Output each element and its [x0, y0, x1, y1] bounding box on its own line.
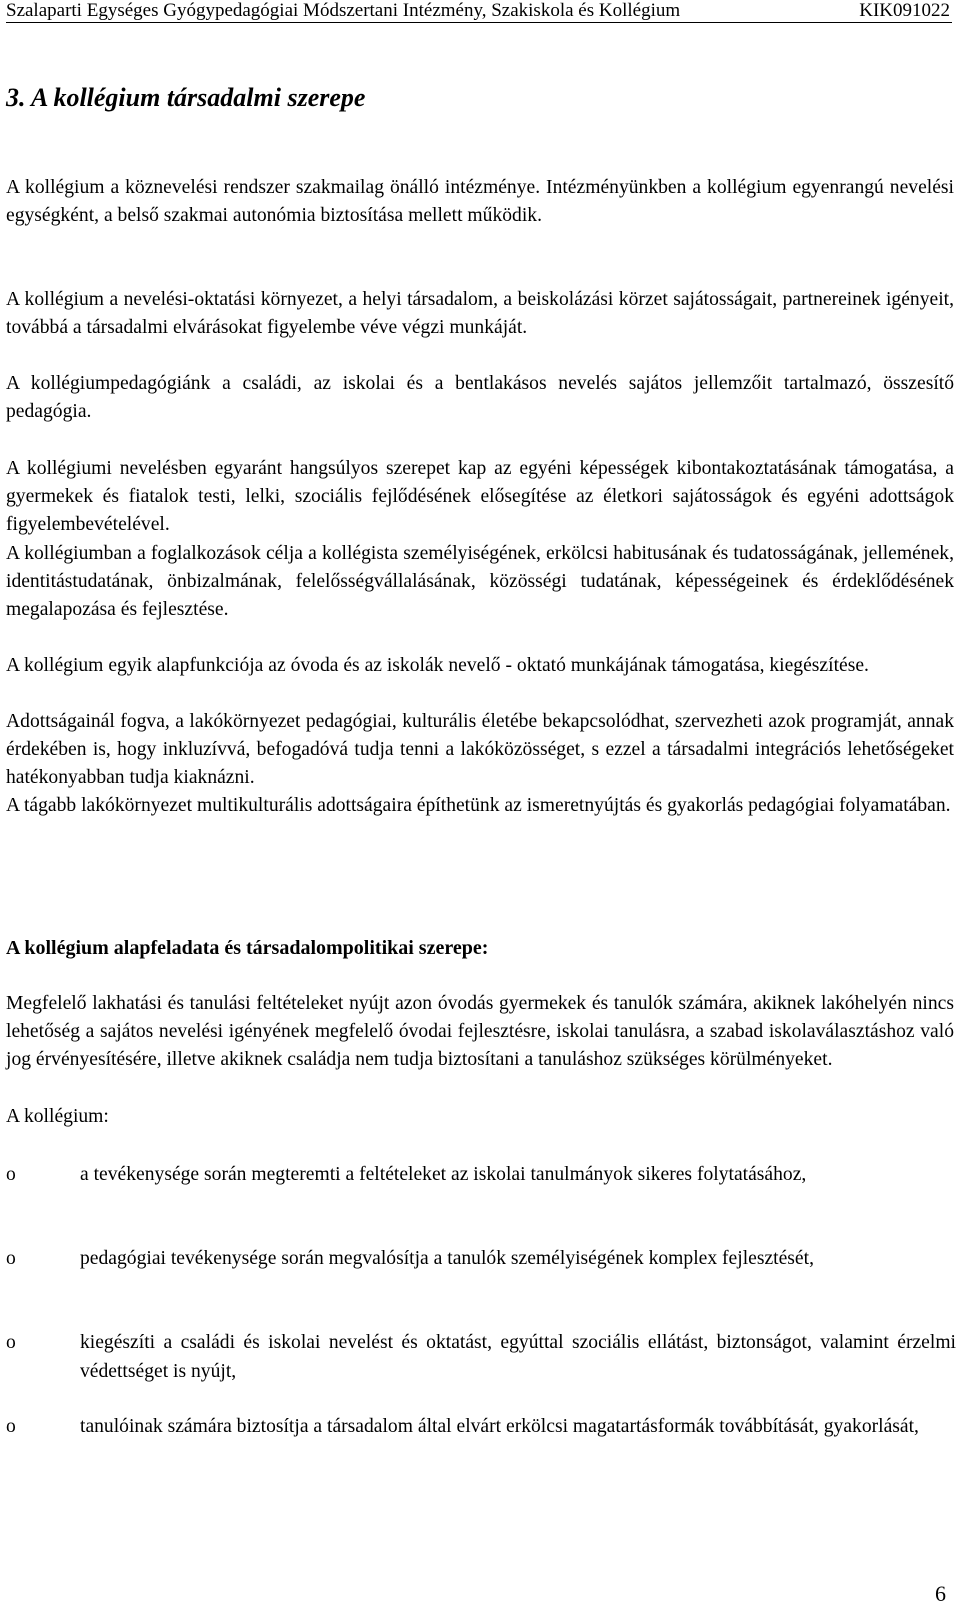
- bullet-marker: o: [6, 1416, 16, 1437]
- page-header: [6, 0, 952, 23]
- paragraph-conditions: Megfelelő lakhatási és tanulási feltételeket nyújt azon óvodás gyermekek és tanulók számára, akiknek lakóhelyén nincs lehetőség a sajátos nevelési igényének megfelelő óvodai fejlesztésre, iskolai tanulásra, a szabad iskolaválasztáshoz való jog érvényesítésére, illetve akiknek családja nem tudja biztosítani a tanuláshoz szükséges körülményeket.: [6, 993, 954, 1070]
- bullet-marker: o: [6, 1164, 16, 1185]
- bullet-marker: o: [6, 1332, 16, 1353]
- paragraph-development: A kollégiumi nevelésben egyaránt hangsúlyos szerepet kap az egyéni képességek kibontakoztatásának támogatása, a gyermekek és fiatalok testi, lelki, szociális fejlődésének elősegítése az életkori sajátosságok és egyéni adottságok figyelembevételével.: [6, 458, 954, 535]
- paragraph-multicultural: A tágabb lakókörnyezet multikulturális adottságaira építhetünk az ismeretnyújtás és gyakorlás pedagógiai folyamatában.: [6, 795, 951, 816]
- list-item-text: pedagógiai tevékenysége során megvalósítja a tanulók személyiségének komplex fejlesztését,: [80, 1248, 814, 1269]
- header-institution: Szalaparti Egységes Gyógypedagógiai Módszertani Intézmény, Szakiskola és Kollégium: [6, 0, 681, 21]
- list-item-text: kiegészíti a családi és iskolai nevelést és oktatást, egyúttal szociális ellátást, biztonságot, valamint érzelmi védettséget is nyújt,: [80, 1332, 956, 1382]
- paragraph-basic-function: A kollégium egyik alapfunkciója az óvoda és az iskolák nevelő - oktató munkájának támogatása, kiegészítése.: [6, 655, 869, 676]
- header-code: KIK091022: [859, 0, 950, 21]
- paragraph-community: Adottságainál fogva, a lakókörnyezet pedagógiai, kulturális életébe bekapcsolódhat, szervezheti azok programját, annak érdekében is, hogy inkluzívvá, befogadóvá tudja tenni a lakóközösséget, s ezzel a társadalmi integrációs lehetőségeket hatékonyabban tudja kiaknázni.: [6, 711, 954, 788]
- list-item-text: a tevékenysége során megteremti a feltételeket az iskolai tanulmányok sikeres folytatásához,: [80, 1164, 807, 1185]
- list-item-text: tanulóinak számára biztosítja a társadalom által elvárt erkölcsi magatartásformák továbbítását, gyakorlását,: [80, 1416, 919, 1437]
- paragraph-environment: A kollégium a nevelési-oktatási környezet, a helyi társadalom, a beiskolázási körzet sajátosságait, partnereinek igényeit, továbbá a társadalmi elvárásokat figyelembe véve végzi munkáját.: [6, 289, 954, 338]
- paragraph-goals: A kollégiumban a foglalkozások célja a kollégista személyiségének, erkölcsi habitusának és tudatosságának, jellemének, identitástudatának, önbizalmának, felelősségvállalásának, közösségi tudatának, képességeinek és érdeklődésének megalapozása és fejlesztése.: [6, 543, 954, 620]
- paragraph-list-intro: A kollégium:: [6, 1106, 109, 1127]
- section-title: 3. A kollégium társadalmi szerepe: [6, 83, 366, 112]
- page-number: 6: [935, 1581, 946, 1606]
- paragraph-autonomy: A kollégium a köznevelési rendszer szakmailag önálló intézménye. Intézményünkben a kollégium egyenrangú nevelési egységként, a belső szakmai autonómia biztosítása mellett működik.: [6, 177, 954, 226]
- paragraph-pedagogy: A kollégiumpedagógiánk a családi, az iskolai és a bentlakásos nevelés sajátos jellemzőit tartalmazó, összesítő pedagógia.: [6, 373, 954, 422]
- subheading: A kollégium alapfeladata és társadalompolitikai szerepe:: [6, 937, 489, 959]
- bullet-marker: o: [6, 1248, 16, 1269]
